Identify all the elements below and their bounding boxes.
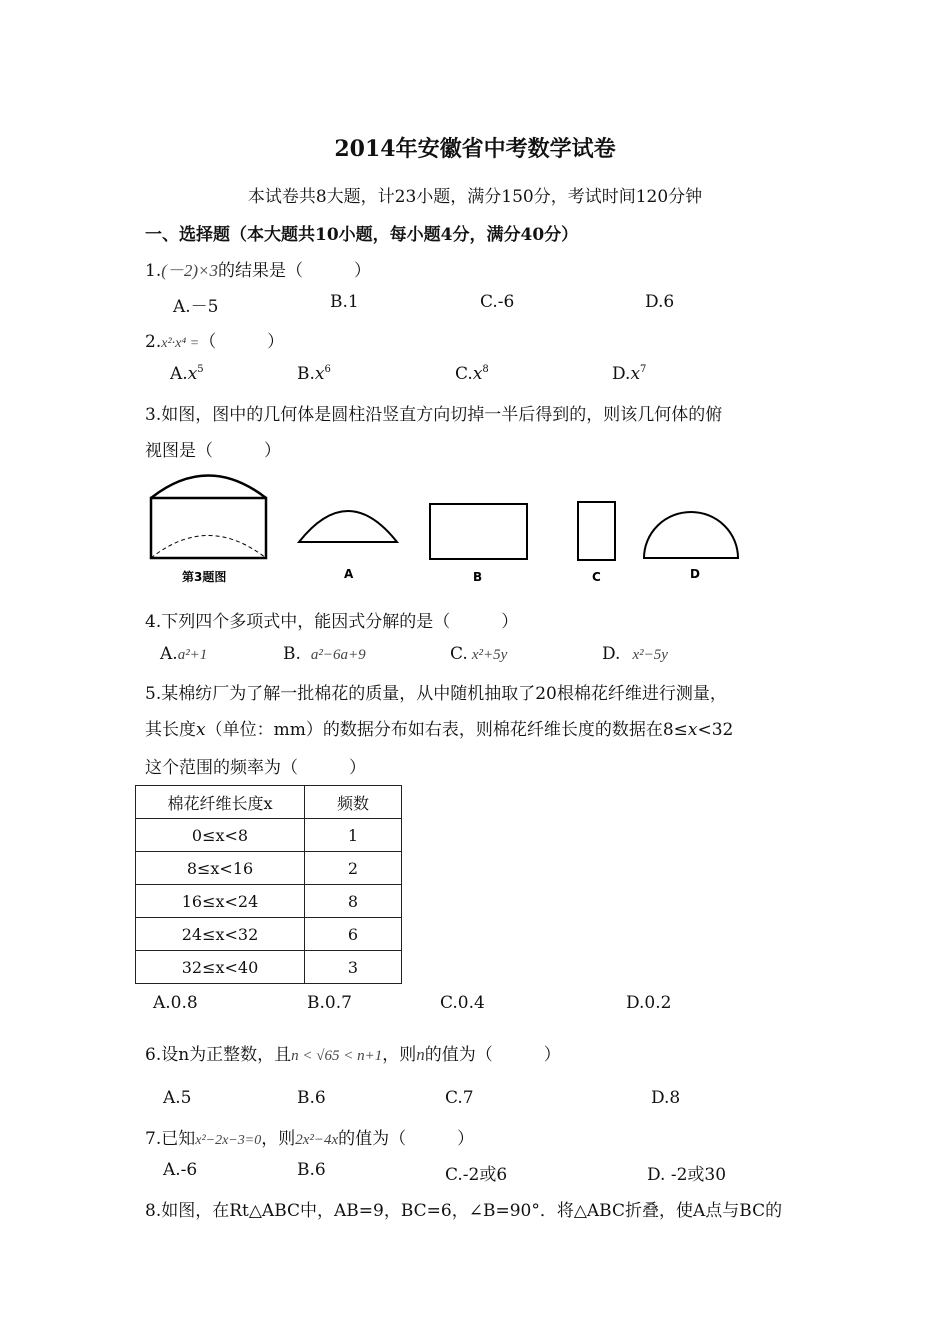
exam-subtitle: 本试卷共8大题，计23小题，满分150分，考试时间120分钟 [247, 187, 703, 207]
question-7: 7.已知x²−2x−3=0，则2x²−4x的值为（ ） [145, 1129, 475, 1149]
figure-caption: 第3题图 [182, 570, 227, 584]
option-d-shape [644, 512, 738, 558]
q6-inequality: n < √65 < n+1 [291, 1048, 383, 1064]
q6-option-a: A.5 [163, 1088, 192, 1108]
label-d: D [690, 567, 700, 581]
option-a-shape [299, 511, 397, 542]
table-row: 0≤x<8 1 [136, 819, 402, 852]
q1-option-a: A.－5 [173, 297, 219, 317]
table-row: 32≤x<40 3 [136, 951, 402, 984]
table-header: 频数 [305, 786, 402, 819]
q4-option-a: A.a²+1 [160, 644, 208, 664]
half-cylinder-figure [151, 476, 266, 559]
question-2: 2.x²·x⁴ =（ ） [145, 332, 285, 352]
q2-option-a: $A.x^5$ [170, 364, 204, 384]
q6-option-b: B.6 [297, 1088, 326, 1108]
question-3-line2: 视图是（ ） [145, 441, 281, 461]
section-heading: 一、选择题（本大题共10小题，每小题4分，满分40分） [145, 225, 579, 245]
q7-option-b: B.6 [297, 1160, 326, 1180]
q1-option-d: D.6 [645, 292, 675, 312]
q4-option-d: D. x²−5y [602, 644, 668, 664]
option-b-shape [430, 504, 527, 559]
table-row: 24≤x<32 6 [136, 918, 402, 951]
question-8: 8.如图，在Rt△ABC中，AB=9，BC=6，∠B=90°．将△ABC折叠，使A点与BC的 [145, 1201, 783, 1221]
q7-option-d: D. -2或30 [647, 1165, 727, 1185]
question-6: 6.设n为正整数，且n < √65 < n+1，则n的值为（ ） [145, 1045, 561, 1065]
q6-option-d: D.8 [651, 1088, 681, 1108]
question-1: 1.(－2)×3的结果是（ ） [145, 261, 372, 281]
q7-option-c: C.-2或6 [445, 1165, 508, 1185]
q1-expression: (－2)×3 [161, 261, 219, 280]
q7-option-a: A.-6 [163, 1160, 198, 1180]
q5-option-c: C.0.4 [440, 993, 485, 1013]
question-4: 4.下列四个多项式中，能因式分解的是（ ） [145, 612, 519, 632]
q1-option-b: B.1 [330, 292, 359, 312]
q4-option-b: B. a²−6a+9 [283, 644, 366, 664]
page-title: 2014年安徽省中考数学试卷 [334, 136, 616, 162]
frequency-table [135, 785, 402, 984]
table-row: 8≤x<16 2 [136, 852, 402, 885]
q5-option-b: B.0.7 [307, 993, 352, 1013]
q3-figure [140, 465, 760, 590]
table-header-row [136, 786, 402, 819]
label-a: A [344, 567, 354, 581]
table-header: 棉花纤维长度x [136, 786, 305, 819]
q4-option-c: C. x²+5y [450, 644, 508, 664]
q2-expression: x²·x⁴ = [161, 336, 200, 351]
table-row: 16≤x<24 8 [136, 885, 402, 918]
question-5-line3: 这个范围的频率为（ ） [145, 758, 366, 778]
q5-option-a: A.0.8 [153, 993, 198, 1013]
label-b: B [473, 570, 483, 584]
q6-option-c: C.7 [445, 1088, 474, 1108]
question-3-line1: 3.如图，图中的几何体是圆柱沿竖直方向切掉一半后得到的，则该几何体的俯 [145, 405, 723, 425]
q2-option-d: $D.x^7$ [612, 364, 647, 384]
q2-option-b: $B.x^6$ [297, 364, 331, 384]
question-5-line2: 其长度x（单位：mm）的数据分布如右表，则棉花纤维长度的数据在8≤x<32 [145, 720, 734, 740]
option-c-shape [578, 502, 615, 560]
q1-option-c: C.-6 [480, 292, 515, 312]
question-5-line1: 5.某棉纺厂为了解一批棉花的质量，从中随机抽取了20根棉花纤维进行测量， [145, 684, 727, 704]
q5-option-d: D.0.2 [626, 993, 672, 1013]
q2-option-c: $C.x^8$ [455, 364, 489, 384]
label-c: C [592, 570, 601, 584]
